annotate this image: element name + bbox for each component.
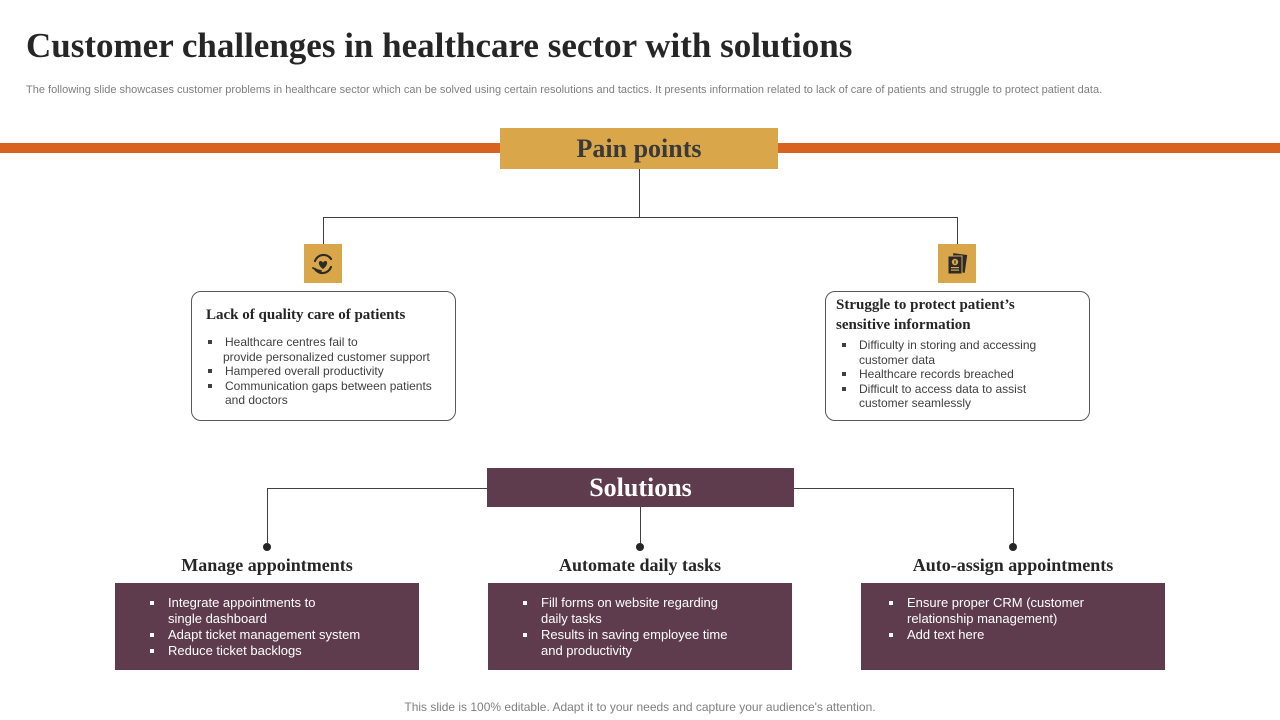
bullet-item	[206, 335, 455, 364]
connector-line	[957, 217, 958, 244]
bullet-item: Reduce ticket backlogs	[149, 643, 419, 659]
solution-bullets	[522, 595, 792, 659]
connector-line	[323, 217, 958, 218]
bullet-item: Healthcare records breached	[840, 367, 1089, 382]
solution-title: Auto-assign appointments	[912, 555, 1114, 575]
solution-card	[861, 583, 1165, 670]
bullet-item: Difficult to access data to assist customer seamlessly	[840, 382, 1089, 411]
bullet-text: Healthcare centres fail to	[225, 335, 358, 349]
medical-records-icon	[943, 250, 971, 278]
footer-note: This slide is 100% editable. Adapt it to your needs and capture your audience's attention.	[404, 700, 876, 714]
pain-point-title: Lack of quality care of patients	[206, 307, 406, 323]
pain-point-bullets	[206, 335, 455, 408]
bullet-item: Ensure proper CRM (customer relationship management)	[888, 595, 1165, 627]
connector-line	[794, 488, 1014, 489]
connector-line	[640, 507, 641, 546]
pain-point-title: Struggle to protect patient’s sensitive information	[836, 297, 1015, 333]
bullet-item: Results in saving employee time and productivity	[522, 627, 792, 659]
solution-title: Automate daily tasks	[558, 555, 721, 575]
heart-hand-icon	[309, 250, 337, 278]
bullet-item: Hampered overall productivity	[206, 364, 455, 379]
solution-card	[115, 583, 419, 670]
connector-line	[1013, 488, 1014, 546]
bullet-item: Difficulty in storing and accessing customer data	[840, 338, 1089, 367]
connector-line	[267, 488, 487, 489]
connector-dot	[636, 543, 644, 551]
bullet-item: Communication gaps between patients and doctors	[206, 379, 455, 408]
connector-line	[267, 488, 268, 546]
connector-line	[639, 169, 640, 218]
bullet-item: Add text here	[888, 627, 1165, 643]
pain-point-card	[825, 291, 1090, 421]
bullet-item: Fill forms on website regarding daily tasks	[522, 595, 792, 627]
bullet-item: Integrate appointments to single dashboard	[149, 595, 419, 627]
connector-dot	[263, 543, 271, 551]
solutions-header: Solutions	[487, 468, 794, 507]
pain-point-icon-box	[304, 244, 342, 283]
pain-points-header: Pain points	[500, 128, 778, 169]
connector-line	[323, 217, 324, 244]
solution-bullets	[149, 595, 419, 659]
solution-bullets	[888, 595, 1165, 643]
page-subtitle: The following slide showcases customer problems in healthcare sector which can be solved using certain resolutions and tactics. It presents information related to lack of care of patients and struggle to protect patient data.	[26, 84, 1103, 96]
bullet-item: Adapt ticket management system	[149, 627, 419, 643]
pain-point-card	[191, 291, 456, 421]
pain-point-bullets	[836, 338, 1089, 411]
solution-title: Manage appointments	[181, 555, 353, 575]
bullet-text: provide personalized customer support	[223, 349, 430, 364]
connector-dot	[1009, 543, 1017, 551]
page-title: Customer challenges in healthcare sector with solutions	[26, 26, 853, 65]
solution-card	[488, 583, 792, 670]
pain-point-icon-box	[938, 244, 976, 283]
